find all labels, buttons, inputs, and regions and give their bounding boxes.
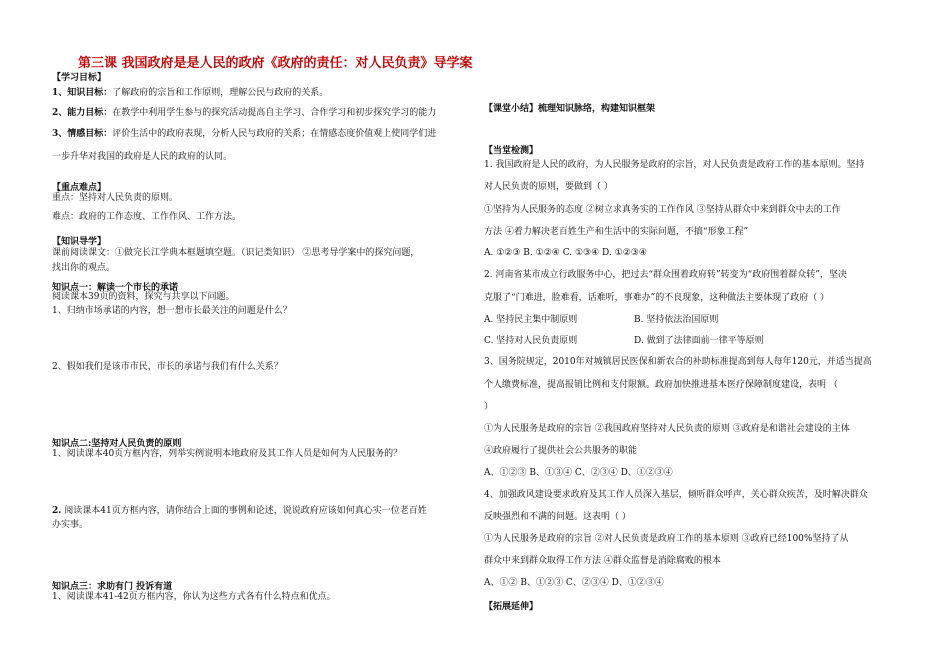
guide-line: 课前阅读课文：①做完长江学典本框题填空题。（识记类知识） ②思考导学案中的探究问题，	[52, 248, 420, 258]
question-1-option: 方法 ④着力解决老百姓生产和生活中的实际问题，不搞“形象工程”	[484, 227, 749, 237]
extend-heading: 【拓展延伸】	[484, 602, 539, 612]
question-4-option: 群众中来到群众取得工作方法 ④群众监督是消除腐败的根本	[484, 556, 721, 566]
point2-heading: 知识点二:坚持对人民负责的原则	[52, 439, 182, 449]
keypoint-line: 重点：坚持对人民负责的原则。	[52, 193, 179, 203]
objectives-heading: 【学习目标】	[52, 73, 107, 83]
point1-heading: 知识点一：解读一个市长的承诺	[52, 283, 179, 293]
keypoints-heading: 【重点难点】	[52, 183, 107, 193]
point1-question: 1、归纳市场承诺的内容，想一想市长最关注的问题是什么？	[52, 306, 292, 316]
guide-heading: 【知识导学】	[52, 237, 107, 247]
question-1-choices: A. ①②③ B. ①②④ C. ①③④ D. ①②③④	[484, 248, 647, 258]
question-text: 阅读课本41页方框内容，请你结合上面的事例和论述，说说政府应该如何真心实一位老百姓	[61, 506, 427, 516]
emotion-objective-label: 3、情感目标：	[52, 129, 113, 139]
question-1: 1. 我国政府是人民的政府，为人民服务是政府的宗旨，对人民负责是政府工作的基本原则。坚持	[484, 160, 865, 170]
question-2: 克服了“门难进，脸难看，话难听，事难办”的不良现象，这种做法主要体现了政府（ ）	[484, 293, 830, 303]
summary-heading: 【课堂小结】梳理知识脉络，构建知识框架	[484, 104, 656, 114]
knowledge-objective-label: 1、知识目标：	[52, 88, 113, 98]
point3-question: 1、阅读课本41-42页方框内容，你认为这些方式各有什么特点和优点。	[52, 592, 336, 602]
question-4: 反映强烈和不满的问题。这表明（ ）	[484, 512, 631, 522]
point2-question: 1、阅读课本40页方框内容，列举实例说明本地政府及其工作人员是如何为人民服务的？	[52, 449, 403, 459]
question-1-option: ①坚持为人民服务的态度 ②树立求真务实的工作作风 ③坚持从群众中来到群众中去的工作	[484, 205, 841, 215]
knowledge-objective-text: 了解政府的宗旨和工作原则，理解公民与政府的关系。	[112, 88, 329, 98]
point3-heading: 知识点三：求助有门 投诉有道	[52, 582, 173, 592]
question-3-option: ①为人民服务是政府的宗旨 ②我国政府坚持对人民负责的原则 ③政府是和谐社会建设的主体	[484, 424, 850, 434]
question-4-option: ①为人民服务是政府的宗旨 ②对人民负责是政府工作的基本原则 ③政府已经100%坚持了从	[484, 534, 849, 544]
question-3: 个人缴费标准，提高报销比例和支付限额。政府加快推进基本医疗保障制度建设，表明 （	[484, 380, 838, 390]
question-3: 3、国务院规定，2010年对城镇居民医保和新农合的补助标准提高到每人每年120元，并适当提高	[484, 357, 872, 367]
emotion-objective-text: 评价生活中的政府表现，分析人民与政府的关系；在情感态度价值观上使同学们进	[112, 129, 437, 139]
point2-question-cont: 办实事。	[52, 520, 89, 530]
question-2: 2. 河南省某市成立行政服务中心，把过去“群众围着政府转”转变为“政府围着群众转”，坚决	[484, 270, 847, 280]
difficulty-line: 难点：政府的工作态度、工作作风、工作方法。	[52, 212, 242, 222]
ability-objective	[52, 108, 436, 119]
question-4-choices: A、①② B、①②③ C、②③④ D、①②③④	[484, 578, 664, 588]
point1-question: 2、假如我们是该市市民，市长的承诺与我们有什么关系？	[52, 362, 283, 372]
point2-question	[52, 506, 427, 517]
page-title: 第三课 我国政府是是人民的政府《政府的责任：对人民负责》导学案	[78, 56, 473, 71]
ability-objective-text: 在教学中利用学生参与的探究活动提高自主学习、合作学习和初步探究学习的能力	[112, 108, 437, 118]
question-3: ）	[484, 402, 494, 412]
question-1: 对人民负责的原则，要做到（ ）	[484, 182, 613, 192]
question-2-option-c: C. 坚持对人民负责原则	[484, 336, 578, 346]
question-3-option: ④政府履行了提供社会公共服务的职能	[484, 446, 638, 456]
question-4: 4、加强政风建设要求政府及其工作人员深入基层，倾听群众呼声，关心群众疾苦，及时解决群众	[484, 490, 868, 500]
question-2-option-a: A. 坚持民主集中制原则	[484, 315, 578, 325]
guide-line: 找出你的观点。	[52, 263, 116, 273]
knowledge-objective	[52, 88, 328, 99]
question-3-choices: A、①②③ B、①③④ C、②③④ D、①②③④	[484, 468, 673, 478]
question-2-option-b: B. 坚持依法治国原则	[634, 315, 719, 325]
point1-intro: 阅读课本39页的资料，探究与共享以下问题。	[52, 292, 235, 302]
ability-objective-label: 2、能力目标：	[52, 108, 113, 118]
emotion-objective	[52, 129, 436, 140]
emotion-objective-cont: 一步升华对我国的政府是人民的政府的认同。	[52, 152, 233, 162]
question-number: 2.	[52, 506, 62, 516]
question-2-option-d: D. 做到了法律面前一律平等原则	[634, 336, 764, 346]
test-heading: 【当堂检测】	[484, 146, 539, 156]
